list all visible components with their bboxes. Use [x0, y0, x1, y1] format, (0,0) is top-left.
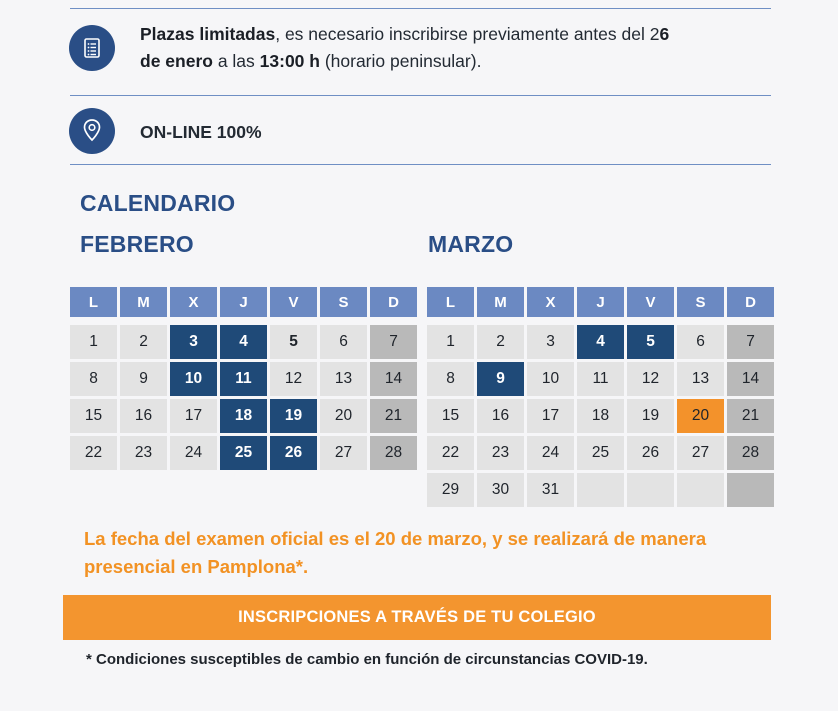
calendar-day-cell: 15 — [427, 399, 474, 433]
february-calendar — [70, 287, 417, 470]
calendar-day-cell: 3 — [170, 325, 217, 359]
calendar-week-row — [427, 399, 774, 433]
march-title: MARZO — [428, 231, 514, 257]
calendar-day-cell: 23 — [120, 436, 167, 470]
calendar-week-row — [427, 436, 774, 470]
calendar-day-cell: 16 — [120, 399, 167, 433]
calendar-day-cell: 31 — [527, 473, 574, 507]
registration-info — [140, 21, 780, 75]
calendar-day-cell: 23 — [477, 436, 524, 470]
calendar-day-cell: 22 — [427, 436, 474, 470]
weekday-header-cell: M — [120, 287, 167, 317]
calendar-day-cell: 1 — [70, 325, 117, 359]
calendar-day-cell: 27 — [320, 436, 367, 470]
weekday-header-cell: V — [270, 287, 317, 317]
calendar-day-cell: 16 — [477, 399, 524, 433]
calendar-day-cell: 28 — [727, 436, 774, 470]
calendar-day-cell: 11 — [577, 362, 624, 396]
calendar-day-cell: 5 — [270, 325, 317, 359]
registration-banner: INSCRIPCIONES A TRAVÉS DE TU COLEGIO — [63, 595, 771, 640]
calendar-day-cell: 4 — [220, 325, 267, 359]
calendar-day-cell: 10 — [527, 362, 574, 396]
plazas-bold: Plazas limitadas — [140, 24, 276, 44]
calendar-day-cell: 14 — [727, 362, 774, 396]
covid-footnote: * Condiciones susceptibles de cambio en función de circunstancias COVID-19. — [86, 651, 648, 668]
calendar-day-cell: 25 — [220, 436, 267, 470]
calendar-week-row — [70, 362, 417, 396]
calendar-day-cell: 18 — [577, 399, 624, 433]
calendar-day-cell: 13 — [320, 362, 367, 396]
calendar-day-cell: 12 — [270, 362, 317, 396]
calendar-day-cell: 28 — [370, 436, 417, 470]
calendar-day-cell: 27 — [677, 436, 724, 470]
plazas-text-1: , es necesario inscribirse previamente antes del 2 — [275, 24, 660, 44]
calendar-day-cell: 3 — [527, 325, 574, 359]
calendar-day-cell: 21 — [370, 399, 417, 433]
online-label: ON-LINE 100% — [140, 122, 262, 142]
calendar-empty-cell — [627, 473, 674, 507]
calendar-week-row — [70, 325, 417, 359]
calendar-day-cell: 25 — [577, 436, 624, 470]
calendar-day-cell: 12 — [627, 362, 674, 396]
weekday-header-cell: V — [627, 287, 674, 317]
calendar-day-cell: 22 — [70, 436, 117, 470]
calendar-day-cell: 19 — [627, 399, 674, 433]
calendar-empty-cell — [677, 473, 724, 507]
calendar-day-cell: 11 — [220, 362, 267, 396]
calendar-day-cell: 20 — [677, 399, 724, 433]
calendar-day-cell: 19 — [270, 399, 317, 433]
february-days — [70, 325, 417, 470]
weekday-header-cell: S — [677, 287, 724, 317]
calendar-day-cell: 9 — [120, 362, 167, 396]
calendar-day-cell: 8 — [70, 362, 117, 396]
march-weekday-header — [427, 287, 774, 317]
document-list-icon — [69, 25, 115, 71]
february-title: FEBRERO — [80, 231, 194, 257]
calendar-day-cell: 7 — [727, 325, 774, 359]
calendar-day-cell: 5 — [627, 325, 674, 359]
weekday-header-cell: J — [220, 287, 267, 317]
calendar-day-cell: 14 — [370, 362, 417, 396]
weekday-header-cell: D — [727, 287, 774, 317]
plazas-text-2: a las — [212, 51, 260, 71]
location-pin-icon — [69, 108, 115, 154]
plazas-time-bold: 13:00 h — [259, 51, 320, 71]
calendar-day-cell: 18 — [220, 399, 267, 433]
weekday-header-cell: X — [527, 287, 574, 317]
weekday-header-cell: L — [70, 287, 117, 317]
calendar-day-cell: 26 — [270, 436, 317, 470]
calendar-day-cell: 2 — [120, 325, 167, 359]
calendar-day-cell: 17 — [170, 399, 217, 433]
calendar-day-cell: 6 — [677, 325, 724, 359]
calendar-day-cell: 4 — [577, 325, 624, 359]
calendar-day-cell: 20 — [320, 399, 367, 433]
calendar-day-cell: 2 — [477, 325, 524, 359]
calendar-day-cell: 26 — [627, 436, 674, 470]
divider-middle — [70, 95, 771, 96]
exam-date-note: La fecha del examen oficial es el 20 de marzo, y se realizará de manera presencial en Pamplona*. — [84, 528, 707, 577]
calendar-title: CALENDARIO — [80, 190, 236, 216]
weekday-header-cell: J — [577, 287, 624, 317]
calendar-week-row — [427, 362, 774, 396]
march-days — [427, 325, 774, 507]
march-calendar — [427, 287, 774, 507]
weekday-header-cell: M — [477, 287, 524, 317]
divider-top — [70, 8, 771, 9]
calendar-week-row — [427, 325, 774, 359]
calendar-day-cell: 1 — [427, 325, 474, 359]
divider-bottom — [70, 164, 771, 165]
weekday-header-cell: D — [370, 287, 417, 317]
calendar-empty-cell — [577, 473, 624, 507]
calendar-day-cell: 30 — [477, 473, 524, 507]
plazas-day-bold: 6 — [659, 24, 670, 44]
calendar-empty-cell — [727, 473, 774, 507]
calendar-day-cell: 24 — [170, 436, 217, 470]
calendar-week-row — [70, 399, 417, 433]
weekday-header-cell: L — [427, 287, 474, 317]
calendar-week-row — [70, 436, 417, 470]
calendar-day-cell: 7 — [370, 325, 417, 359]
february-weekday-header — [70, 287, 417, 317]
calendar-day-cell: 9 — [477, 362, 524, 396]
calendar-day-cell: 8 — [427, 362, 474, 396]
calendar-day-cell: 21 — [727, 399, 774, 433]
calendar-day-cell: 6 — [320, 325, 367, 359]
weekday-header-cell: X — [170, 287, 217, 317]
plazas-text-3: (horario peninsular). — [319, 51, 482, 71]
calendar-day-cell: 10 — [170, 362, 217, 396]
calendar-day-cell: 24 — [527, 436, 574, 470]
calendar-day-cell: 29 — [427, 473, 474, 507]
calendar-day-cell: 17 — [527, 399, 574, 433]
plazas-date-bold: de enero — [140, 51, 213, 71]
calendar-week-row — [427, 473, 774, 507]
calendar-day-cell: 13 — [677, 362, 724, 396]
weekday-header-cell: S — [320, 287, 367, 317]
calendar-day-cell: 15 — [70, 399, 117, 433]
